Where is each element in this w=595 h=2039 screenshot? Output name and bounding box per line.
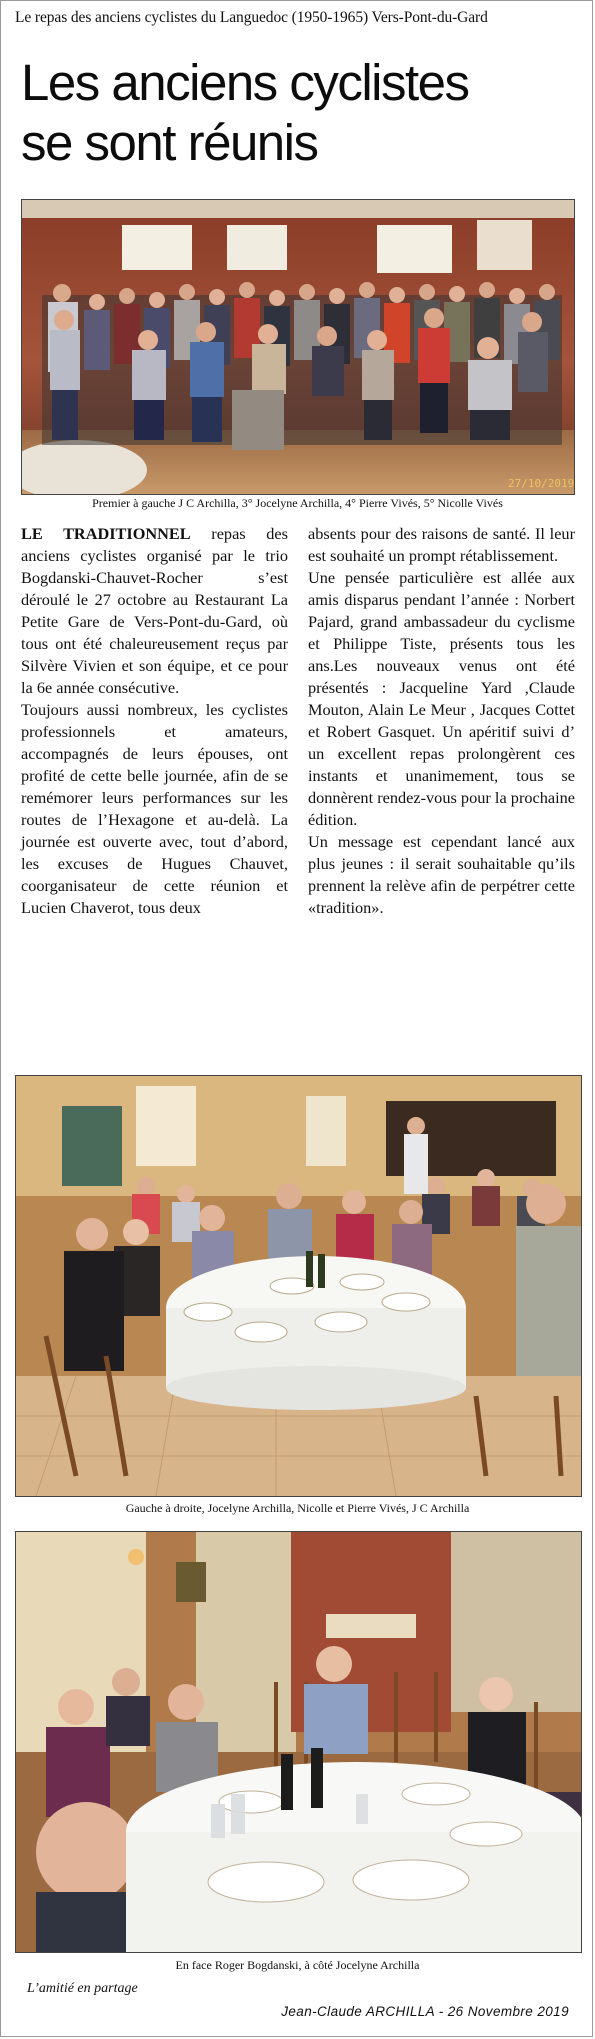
article-column-2 bbox=[308, 523, 575, 1063]
dinner-photo-2 bbox=[15, 1531, 582, 1953]
photo-caption-3: En face Roger Bogdanski, à côté Jocelyne Archilla bbox=[175, 1958, 420, 1972]
article-text: repas des anciens cyclistes organisé par le trio Bogdanski-Chauvet-Rocher s’est déroulé le 27 octobre au Restaurant La Petite Gare de Vers-Pont-du-Gard, où tous ont été chaleureusement reçus par Silvère Vivien et son équipe, et ce pour la 6e année consécutive. bbox=[21, 524, 288, 697]
article-body bbox=[21, 523, 575, 1063]
photo-caption-2: Gauche à droite, Jocelyne Archilla, Nicolle et Pierre Vivés, J C Archilla bbox=[125, 1501, 470, 1515]
headline bbox=[21, 53, 581, 173]
photo-caption-1: Premier à gauche J C Archilla, 3° Jocelyne Archilla, 4° Pierre Vivés, 5° Nicolle Vivés bbox=[92, 496, 503, 510]
kicker: Le repas des anciens cyclistes du Languedoc (1950-1965) Vers-Pont-du-Gard bbox=[15, 9, 488, 26]
footer-motto: L’amitié en partage bbox=[27, 1981, 138, 1996]
headline-line-2: se sont réunis bbox=[21, 114, 318, 171]
article-lead: LE TRADITIONNEL bbox=[21, 524, 191, 543]
photo-timestamp: 27/10/2019 bbox=[508, 477, 574, 490]
dinner-photo-1 bbox=[15, 1075, 582, 1497]
article-paragraph: Un message est cependant lancé aux plus jeunes : il serait souhaitable qu’ils prennent la relève afin de perpétrer cette «tradition». bbox=[308, 832, 575, 917]
group-photo bbox=[21, 199, 575, 495]
article-paragraph: Toujours aussi nombreux, les cyclistes professionnels et amateurs, accompagnés de leurs épouses, ont profité de cette belle journée, afin de se remémorer leurs performances sur les routes de l’Hexagone et au-delà. La journée est ouverte avec, tout d’abord, les excuses de Hugues Chauvet, coorganisateur de cette réunion et Lucien Chaverot, tous deux bbox=[21, 700, 288, 917]
headline-line-1: Les anciens cyclistes bbox=[21, 54, 469, 111]
article-paragraph bbox=[21, 523, 288, 699]
article-paragraph: Une pensée particulière est allée aux amis disparus pendant l’année : Norbert Pajard, grand ambassadeur du cyclisme et Philippe Tiste, présents tous les ans.Les nouveaux venus ont été présentés : Jacqueline Yard ,Claude Mouton, Alain Le Meur , Jacques Cottet et Robert Gasquet. Un apéritif suivi d’ un excellent repas prolongèrent ces instants et unanimement, tous se donnèrent rendez-vous pour la prochaine édition. bbox=[308, 568, 575, 829]
footer-signature: Jean-Claude ARCHILLA - 26 Novembre 2019 bbox=[281, 2004, 569, 2019]
article-column-1 bbox=[21, 523, 288, 1063]
article-paragraph: absents pour des raisons de santé. Il leur est souhaité un prompt rétablissement. bbox=[308, 524, 575, 565]
